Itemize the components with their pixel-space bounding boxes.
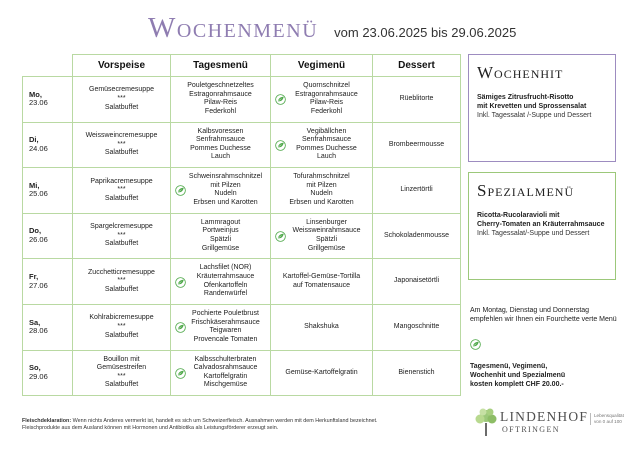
tagesmenu-line: Nudeln [214,190,237,198]
vorspeise-line: Salatbuffet [104,194,139,202]
tagesmenu-line: Erbsen und Karotten [193,199,258,207]
vorspeise-line: *** [117,372,126,380]
tagesmenu-cell [171,213,271,259]
vorspeise-line: *** [117,140,126,148]
day-name: Do, [29,226,42,236]
vorspeise-line: *** [117,95,126,102]
wochenhit-title: Wochenhit [477,63,564,82]
logo-tagline-2: von 0 auf 100 [594,419,622,424]
spezialmenu-title: Spezialmenü [477,181,575,200]
vorspeise-cell [73,304,171,350]
vorspeise-line: Salatbuffet [104,285,139,293]
header-vorspeise: Vorspeise [73,55,171,77]
day-date: 28.06 [29,326,48,336]
page-title: Wochenmenü [148,12,319,44]
dessert-cell [373,168,461,214]
dessert-line: Bienenstich [398,368,435,376]
vegimenu-line: Lauch [316,153,337,161]
vorspeise-line: Salatbuffet [104,381,139,389]
spezialmenu-includes: Inkl. Tagessalat/-Suppe und Dessert [477,230,590,237]
day-name: Mi, [29,180,40,190]
vorspeise-line: *** [117,277,126,285]
vegimenu-line: Shakshuka [304,322,339,330]
dessert-line: Rüeblitorte [399,95,434,102]
spezialmenu-dish-line-2: Cherry-Tomaten an Kräuterrahmsauce [477,221,605,228]
date-range: vom 23.06.2025 bis 29.06.2025 [334,25,517,40]
header-vegimenu: Vegimenü [271,55,373,77]
day-date: 24.06 [29,143,48,153]
tagesmenu-cell [171,304,271,350]
tagesmenu-line: mit Pilzen [210,181,241,189]
tagesmenu-line: Kalbsschulterbraten [194,355,257,363]
vorspeise-line: Zucchetticremesuppe [88,268,155,276]
fourchette-verte-icon [175,185,186,196]
tagesmenu-line: Ofenkartoffeln [203,281,248,289]
spezialmenu-body [469,201,615,238]
tagesmenu-line: Pouletgeschnetzeltes [187,82,254,90]
table-row [23,213,461,259]
day-date: 29.06 [29,371,48,381]
vegimenu-line: Federkohl [310,107,343,115]
dessert-line: Mangoschnitte [393,322,440,330]
dessert-cell [373,350,461,396]
fourchette-verte-icon [175,368,186,379]
vegimenu-line: Quornschnitzel [303,82,350,90]
vegimenu-line: Estragonrahmsauce [295,90,358,98]
combo-line-1: Tagesmenü, Vegimenü, [470,363,548,370]
vorspeise-cell [73,77,171,123]
tagesmenu-line: Lauch [210,153,231,161]
tagesmenu-line: Grillgemüse [201,244,240,252]
vorspeise-line: Salatbuffet [104,103,139,111]
vorspeise-line: Salatbuffet [104,149,139,157]
table-row [23,168,461,214]
tagesmenu-cell [171,122,271,168]
day-name: Sa, [29,317,41,327]
day-name: Di, [29,135,39,145]
fourchette-verte-icon [275,231,286,242]
day-date: 27.06 [29,280,48,290]
tagesmenu-line: Teigwaren [209,327,242,335]
fourchette-note: Am Montag, Dienstag und Donnerstag empfehlen wir Ihnen ein Fourchette verte Menü [470,307,617,323]
tagesmenu-cell [171,259,271,305]
vegimenu-line: Vegibällchen [306,127,347,135]
tagesmenu-line: Kartoffelgratin [203,372,248,380]
fourchette-verte-icon [175,277,186,288]
tagesmenu-cell [171,77,271,123]
vegimenu-line: Kartoffel-Gemüse-Tortilla [282,273,361,281]
vegimenu-line: Tofurahmschnitzel [293,173,350,181]
vegimenu-cell [271,304,373,350]
meat-declaration-label: Fleischdeklaration: [22,418,72,424]
fourchette-verte-icon [470,339,481,350]
vorspeise-cell [73,350,171,396]
vegimenu-line: Pommes Duchesse [296,144,357,152]
wochenhit-dish-line-1: Sämiges Zitrusfrucht-Risotto [477,94,574,101]
table-header-row [23,55,461,77]
meat-declaration-text-2: Fleischprodukte aus dem Ausland können mit Hormonen und Antibiotika als Leistungsförderer erzeugt sein. [22,425,279,432]
vegimenu-line: mit Pilzen [306,181,337,189]
table-row [23,350,461,396]
tagesmenu-line: Pochierte Pouletbrust [192,310,259,318]
vegimenu-line: Grillgemüse [307,244,346,252]
logo-name: LINDENHOF [500,409,589,424]
lindenhof-logo [472,406,622,438]
tagesmenu-line: Provencale Tomaten [193,335,258,343]
tagesmenu-line: Kräuterrahmsauce [196,273,255,281]
table-row [23,122,461,168]
vorspeise-line: Spargelcremesuppe [90,223,153,231]
vorspeise-line: Bouillon mit [103,355,140,363]
day-date: 26.06 [29,235,48,245]
tagesmenu-line: Pilaw-Reis [203,99,238,107]
day-cell [23,77,73,123]
vegimenu-cell [271,168,373,214]
header-tagesmenu: Tagesmenü [171,55,271,77]
table-row [23,304,461,350]
wochenhit-includes: Inkl. Tagessalat /-Suppe und Dessert [477,112,592,119]
fourchette-verte-icon [175,322,186,333]
tagesmenu-line: Federkohl [204,107,237,115]
dessert-line: Schokoladenmousse [384,231,449,239]
day-cell [23,259,73,305]
combo-line-3: kosten komplett CHF 20.00.- [470,381,564,388]
dessert-line: Brombeermousse [388,140,445,148]
day-cell [23,122,73,168]
day-name: Fr, [29,272,39,282]
vegimenu-cell [271,77,373,123]
day-cell [23,350,73,396]
fourchette-verte-icon [275,140,286,151]
vegimenu-line: Senfrahmsauce [301,136,352,144]
vegimenu-line: Nudeln [310,190,333,198]
tagesmenu-line: Spätzli [209,236,231,244]
combo-line-2: Wochenhit und Spezialmenü [470,372,566,379]
tagesmenu-line: Portweinjus [202,227,239,235]
vegimenu-line: Weissweinrahmsauce [292,227,361,235]
vegimenu-line: Linsenburger [306,218,347,226]
vorspeise-line: Kohlrabicremesuppe [89,314,154,322]
tagesmenu-line: Lammragout [200,218,241,226]
header-dessert: Dessert [373,55,461,77]
logo-tagline [590,413,624,425]
tagesmenu-line: Randenwürfel [203,290,248,298]
vorspeise-line: Gemüsecremesuppe [89,86,154,94]
header-day-column [23,55,73,77]
tagesmenu-cell [171,350,271,396]
tagesmenu-line: Kalbsvoressen [197,127,244,135]
spezialmenu-box [468,172,616,280]
vegimenu-line: Erbsen und Karotten [289,199,354,207]
dessert-cell [373,213,461,259]
vorspeise-cell [73,122,171,168]
tagesmenu-line: Frischkäserahmsauce [191,318,260,326]
menu-table [22,54,461,396]
tagesmenu-line: Pommes Duchesse [190,144,251,152]
tagesmenu-cell [171,168,271,214]
vorspeise-line: *** [117,231,126,239]
tagesmenu-line: Mischgemüse [203,381,248,389]
tagesmenu-line: Calvadosrahmsauce [193,364,258,372]
vorspeise-cell [73,168,171,214]
vorspeise-line: Paprikacremesuppe [90,177,153,185]
tagesmenu-line: Lachsfilet (NOR) [199,264,252,272]
tagesmenu-line: Senfrahmsauce [195,136,246,144]
spezialmenu-dish-line-1: Ricotta-Rucolaravioli mit [477,212,560,219]
fourchette-verte-icon [275,94,286,105]
meat-declaration-text-1: Wenn nichts Anderes vermerkt ist, handelt es sich um Schweizerfleisch. Ausnahmen werden mit dem Herkunftsland bezeichnet. [71,418,378,424]
vegimenu-line: Spätzli [315,236,337,244]
day-date: 23.06 [29,98,48,108]
day-cell [23,304,73,350]
dessert-cell [373,259,461,305]
meat-declaration [22,418,462,433]
vorspeise-line: Weissweincremesuppe [85,132,158,139]
vorspeise-line: Salatbuffet [104,331,139,339]
dessert-cell [373,122,461,168]
day-date: 25.06 [29,189,48,199]
vorspeise-line: Salatbuffet [104,240,139,248]
vorspeise-line: Gemüsestreifen [96,364,147,372]
header [148,12,516,48]
dessert-line: Japonaisetörtli [393,277,440,285]
tagesmenu-line: Estragonrahmsauce [189,90,252,98]
dessert-line: Linzertörtli [400,186,433,194]
vorspeise-cell [73,259,171,305]
wochenhit-box [468,54,616,162]
menu-body [23,77,461,396]
dessert-cell [373,304,461,350]
day-name: Mo, [29,89,42,99]
vegimenu-line: Pilaw-Reis [309,99,344,107]
vorspeise-line: *** [117,322,126,330]
tagesmenu-line: Schweinsrahmschnitzel [188,173,263,181]
day-cell [23,213,73,259]
vegimenu-line: auf Tomatensauce [292,281,351,289]
dessert-cell [373,77,461,123]
vegimenu-cell [271,259,373,305]
logo-place: OFTRINGEN [502,425,560,434]
wochenhit-body [469,83,615,120]
vegimenu-cell [271,122,373,168]
vorspeise-line: *** [117,186,126,194]
table-row [23,259,461,305]
tree-logo-icon [474,407,498,437]
vegimenu-line: Gemüse-Kartoffelgratin [285,368,358,376]
vegimenu-cell [271,350,373,396]
table-row [23,77,461,123]
vorspeise-cell [73,213,171,259]
combo-price [470,362,620,389]
wochenhit-dish-line-2: mit Krevetten und Sprossensalat [477,103,587,110]
day-cell [23,168,73,214]
logo-tagline-1: Lebensqualität [594,413,624,418]
vegimenu-cell [271,213,373,259]
day-name: So, [29,363,41,373]
